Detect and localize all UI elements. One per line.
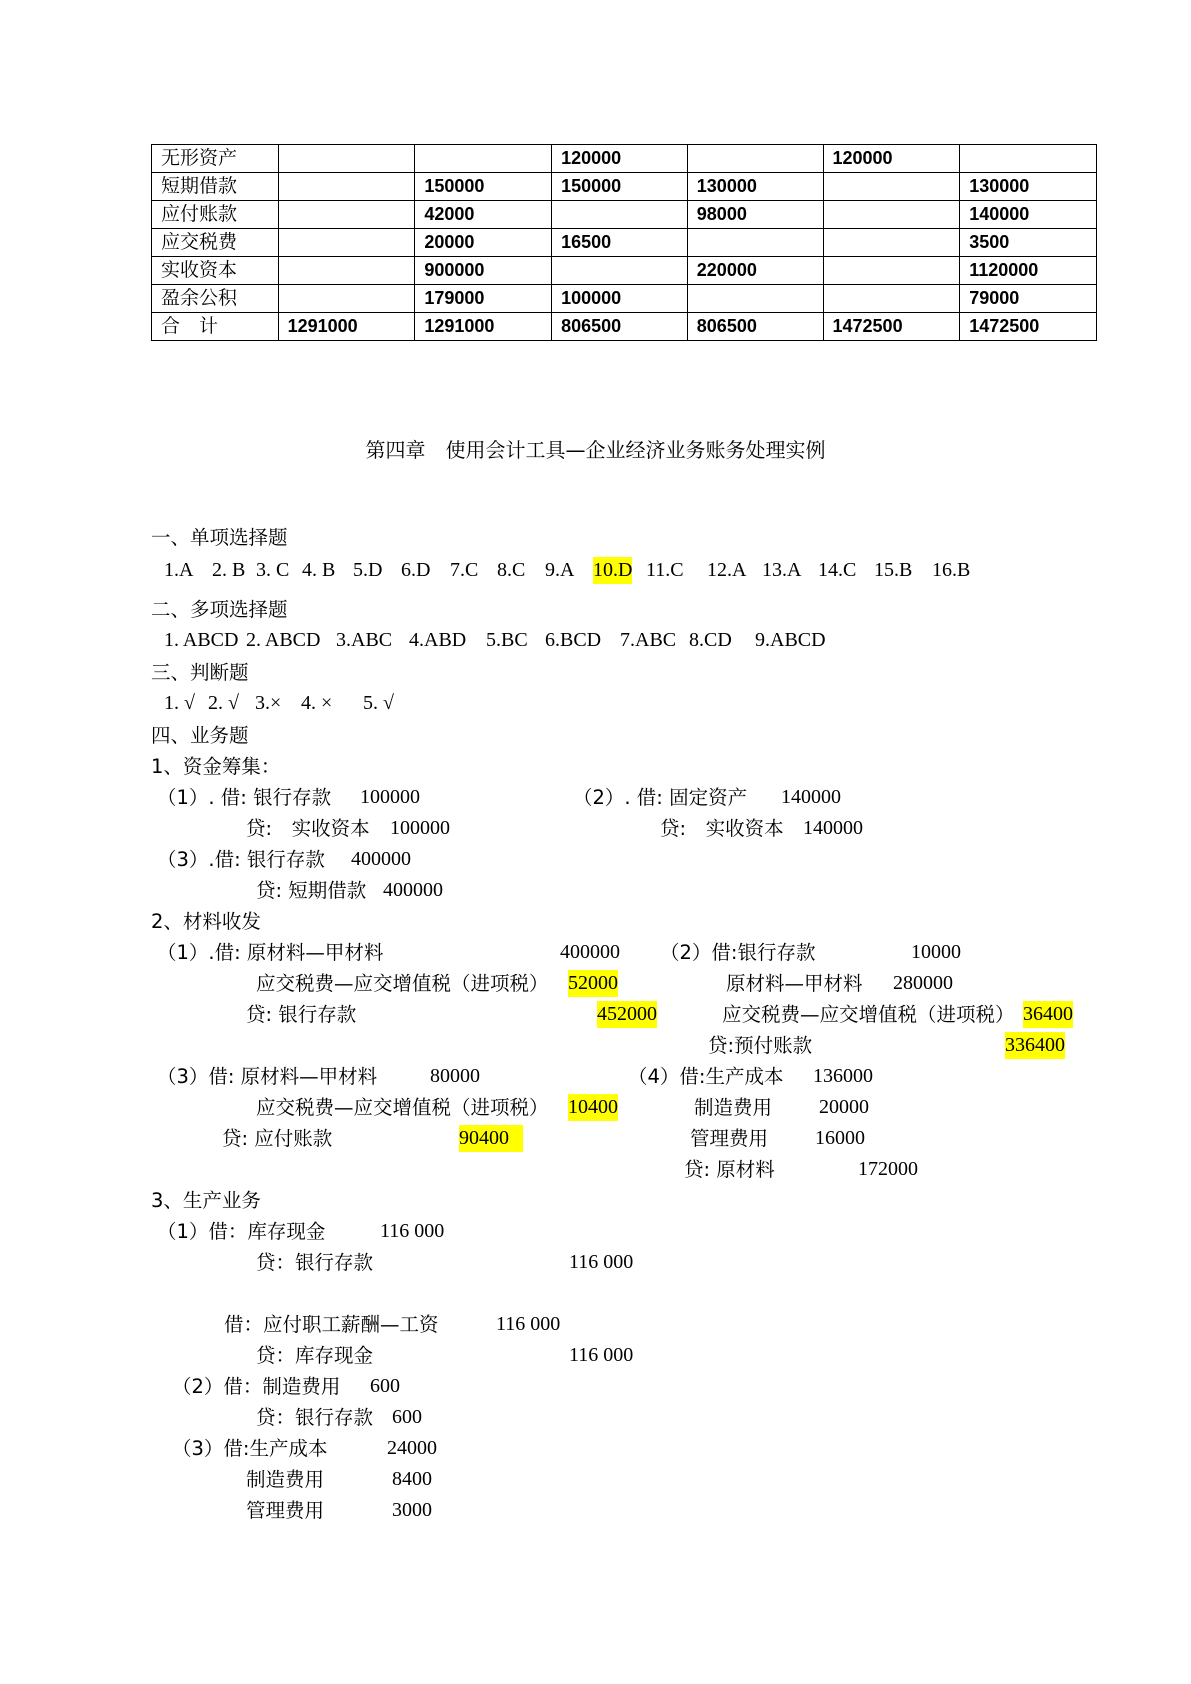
amount-cell: 806500 bbox=[552, 313, 688, 341]
p2e2-debit2-amount: 280000 bbox=[893, 972, 953, 994]
p3-title: 3、生产业务 bbox=[151, 1189, 261, 1212]
answer-item: 7.ABC bbox=[620, 629, 677, 651]
amount-cell: 130000 bbox=[687, 173, 823, 201]
p2e4-credit-amount: 172000 bbox=[858, 1158, 918, 1180]
section-heading-single-choice: 一、单项选择题 bbox=[151, 526, 288, 549]
table-row bbox=[152, 145, 1097, 173]
answer-item: 1. √ bbox=[164, 692, 195, 714]
p3e3-debit2-amount: 8400 bbox=[392, 1468, 432, 1490]
p2e3-credit: 贷: 应付账款 bbox=[222, 1127, 333, 1150]
amount-cell: 1120000 bbox=[960, 257, 1097, 285]
p1a-debit: （1）. 借: 银行存款 bbox=[157, 786, 332, 809]
amount-cell bbox=[552, 201, 688, 229]
p2e2-debit1: （2）借:银行存款 bbox=[660, 941, 816, 964]
p3e1b-debit: 借：应付职工薪酬—工资 bbox=[224, 1313, 439, 1336]
table-row bbox=[152, 173, 1097, 201]
p2e3-credit-amount: 90400 bbox=[459, 1125, 523, 1152]
account-name-cell: 盈余公积 bbox=[152, 285, 279, 313]
p3e1-credit-amount: 116 000 bbox=[569, 1251, 634, 1273]
answer-item: 3.× bbox=[255, 692, 282, 714]
chapter-title: 第四章 使用会计工具—企业经济业务账务处理实例 bbox=[365, 438, 826, 462]
p2e4-debit1-amount: 136000 bbox=[813, 1065, 873, 1087]
answer-item: 8.CD bbox=[689, 629, 732, 651]
p3e3-debit: （3）借:生产成本 bbox=[172, 1437, 328, 1460]
p1a-credit: 贷: 实收资本 bbox=[246, 817, 370, 840]
table-row bbox=[152, 313, 1097, 341]
p1b-credit-amount: 140000 bbox=[803, 817, 863, 839]
amount-cell bbox=[278, 173, 415, 201]
table-row bbox=[152, 229, 1097, 257]
amount-cell: 806500 bbox=[687, 313, 823, 341]
account-name-cell: 应付账款 bbox=[152, 201, 279, 229]
answer-item: 5. √ bbox=[363, 692, 394, 714]
p1c-credit-amount: 400000 bbox=[383, 879, 443, 901]
p3e2-credit: 贷：银行存款 bbox=[256, 1406, 374, 1429]
amount-cell: 150000 bbox=[415, 173, 552, 201]
amount-cell: 220000 bbox=[687, 257, 823, 285]
answer-item: 3.ABC bbox=[336, 629, 393, 651]
p1a-debit-amount: 100000 bbox=[360, 786, 420, 808]
answer-item: 13.A bbox=[762, 559, 802, 581]
amount-cell bbox=[823, 285, 960, 313]
account-name-cell: 实收资本 bbox=[152, 257, 279, 285]
p2e4-debit1: （4）借:生产成本 bbox=[628, 1065, 784, 1088]
amount-cell bbox=[687, 285, 823, 313]
answer-item: 5.D bbox=[353, 559, 383, 581]
answer-item: 6.BCD bbox=[545, 629, 602, 651]
answer-item: 11.C bbox=[646, 559, 684, 581]
balance-table bbox=[151, 144, 1097, 341]
p2e3-debit1-amount: 80000 bbox=[430, 1065, 480, 1087]
p2e4-debit3-amount: 16000 bbox=[815, 1127, 865, 1149]
answer-item: 2. B bbox=[212, 559, 246, 581]
amount-cell bbox=[278, 285, 415, 313]
amount-cell: 3500 bbox=[960, 229, 1097, 257]
p3e1-credit: 贷：银行存款 bbox=[256, 1251, 374, 1274]
amount-cell: 1472500 bbox=[960, 313, 1097, 341]
answer-item: 10.D bbox=[593, 557, 632, 584]
amount-cell bbox=[687, 145, 823, 173]
p1a-credit-amount: 100000 bbox=[390, 817, 450, 839]
p3e1-debit: （1）借：库存现金 bbox=[157, 1220, 326, 1243]
amount-cell bbox=[415, 145, 552, 173]
p2e1-debit2: 应交税费—应交增值税（进项税） bbox=[256, 972, 549, 995]
p2-title: 2、材料收发 bbox=[151, 910, 261, 933]
answer-item: 4. B bbox=[302, 559, 336, 581]
answer-item: 7.C bbox=[450, 559, 479, 581]
amount-cell: 16500 bbox=[552, 229, 688, 257]
table-row bbox=[152, 257, 1097, 285]
p2e2-debit1-amount: 10000 bbox=[911, 941, 961, 963]
p2e1-credit-amount: 452000 bbox=[597, 1001, 657, 1028]
p1c-debit-amount: 400000 bbox=[351, 848, 411, 870]
answer-item: 2. ABCD bbox=[246, 629, 321, 651]
answer-item: 4.ABD bbox=[409, 629, 467, 651]
p2e1-debit1: （1）.借: 原材料—甲材料 bbox=[157, 941, 384, 964]
answer-item: 12.A bbox=[707, 559, 747, 581]
amount-cell bbox=[823, 173, 960, 201]
p3e1-debit-amount: 116 000 bbox=[380, 1220, 445, 1242]
amount-cell: 1291000 bbox=[415, 313, 552, 341]
p3e3-debit3-amount: 3000 bbox=[392, 1499, 432, 1521]
p3e3-debit2: 制造费用 bbox=[246, 1468, 325, 1491]
amount-cell: 1472500 bbox=[823, 313, 960, 341]
p2e2-debit3: 应交税费—应交增值税（进项税） bbox=[722, 1003, 1015, 1026]
amount-cell: 150000 bbox=[552, 173, 688, 201]
p3e1b-debit-amount: 116 000 bbox=[496, 1313, 561, 1335]
amount-cell bbox=[552, 257, 688, 285]
amount-cell bbox=[278, 201, 415, 229]
p2e2-credit-amount: 336400 bbox=[1005, 1032, 1065, 1059]
p1b-debit: （2）. 借: 固定资产 bbox=[573, 786, 748, 809]
p3e2-debit: （2）借：制造费用 bbox=[172, 1375, 341, 1398]
amount-cell: 120000 bbox=[552, 145, 688, 173]
balance-table-body bbox=[152, 145, 1097, 341]
account-name-cell: 短期借款 bbox=[152, 173, 279, 201]
answer-item: 2. √ bbox=[208, 692, 239, 714]
table-row bbox=[152, 201, 1097, 229]
amount-cell: 900000 bbox=[415, 257, 552, 285]
answer-item: 15.B bbox=[874, 559, 913, 581]
p2e1-credit: 贷: 银行存款 bbox=[246, 1003, 357, 1026]
p2e1-debit2-amount: 52000 bbox=[568, 970, 618, 997]
section-heading-true-false: 三、判断题 bbox=[151, 661, 249, 684]
p3e3-debit3: 管理费用 bbox=[246, 1499, 325, 1522]
answer-item: 9.ABCD bbox=[755, 629, 826, 651]
p3e1b-credit-amount: 116 000 bbox=[569, 1344, 634, 1366]
amount-cell: 1291000 bbox=[278, 313, 415, 341]
amount-cell: 42000 bbox=[415, 201, 552, 229]
amount-cell: 98000 bbox=[687, 201, 823, 229]
p2e2-credit: 贷:预付账款 bbox=[708, 1034, 813, 1057]
answer-item: 8.C bbox=[497, 559, 526, 581]
p2e2-debit3-amount: 36400 bbox=[1023, 1001, 1073, 1028]
amount-cell: 140000 bbox=[960, 201, 1097, 229]
amount-cell: 130000 bbox=[960, 173, 1097, 201]
account-name-cell: 合 计 bbox=[152, 313, 279, 341]
p3e3-debit-amount: 24000 bbox=[387, 1437, 437, 1459]
p2e4-debit2: 制造费用 bbox=[694, 1096, 773, 1119]
amount-cell: 100000 bbox=[552, 285, 688, 313]
amount-cell bbox=[278, 229, 415, 257]
section-heading-multiple-choice: 二、多项选择题 bbox=[151, 598, 288, 621]
amount-cell bbox=[278, 145, 415, 173]
p2e3-debit2-amount: 10400 bbox=[568, 1094, 618, 1121]
p2e4-debit3: 管理费用 bbox=[690, 1127, 769, 1150]
p2e4-credit: 贷: 原材料 bbox=[684, 1158, 775, 1181]
amount-cell bbox=[823, 229, 960, 257]
amount-cell bbox=[687, 229, 823, 257]
answer-item: 5.BC bbox=[486, 629, 528, 651]
section-heading-business: 四、业务题 bbox=[151, 724, 249, 747]
p3e2-debit-amount: 600 bbox=[370, 1375, 400, 1397]
p2e3-debit1: （3）借: 原材料—甲材料 bbox=[157, 1065, 378, 1088]
p1b-debit-amount: 140000 bbox=[781, 786, 841, 808]
amount-cell bbox=[278, 257, 415, 285]
answer-item: 6.D bbox=[401, 559, 431, 581]
p2e3-debit2: 应交税费—应交增值税（进项税） bbox=[256, 1096, 549, 1119]
amount-cell: 20000 bbox=[415, 229, 552, 257]
answer-item: 3. C bbox=[256, 559, 290, 581]
account-name-cell: 无形资产 bbox=[152, 145, 279, 173]
p2e4-debit2-amount: 20000 bbox=[819, 1096, 869, 1118]
answer-item: 4. × bbox=[301, 692, 333, 714]
answer-item: 14.C bbox=[818, 559, 857, 581]
p1b-credit: 贷: 实收资本 bbox=[660, 817, 784, 840]
amount-cell: 120000 bbox=[823, 145, 960, 173]
table-row bbox=[152, 285, 1097, 313]
amount-cell: 79000 bbox=[960, 285, 1097, 313]
amount-cell bbox=[960, 145, 1097, 173]
p1c-debit: （3）.借: 银行存款 bbox=[157, 848, 325, 871]
amount-cell bbox=[823, 257, 960, 285]
p1c-credit: 贷: 短期借款 bbox=[256, 879, 367, 902]
p3e2-credit-amount: 600 bbox=[392, 1406, 422, 1428]
account-name-cell: 应交税费 bbox=[152, 229, 279, 257]
p1-title: 1、资金筹集： bbox=[151, 755, 281, 778]
amount-cell: 179000 bbox=[415, 285, 552, 313]
p3e1b-credit: 贷：库存现金 bbox=[256, 1344, 374, 1367]
answer-item: 16.B bbox=[932, 559, 971, 581]
answer-item: 1. ABCD bbox=[164, 629, 239, 651]
p2e2-debit2: 原材料—甲材料 bbox=[726, 972, 863, 995]
answer-item: 9.A bbox=[545, 559, 575, 581]
amount-cell bbox=[823, 201, 960, 229]
answer-item: 1.A bbox=[164, 559, 194, 581]
p2e1-debit1-amount: 400000 bbox=[560, 941, 620, 963]
